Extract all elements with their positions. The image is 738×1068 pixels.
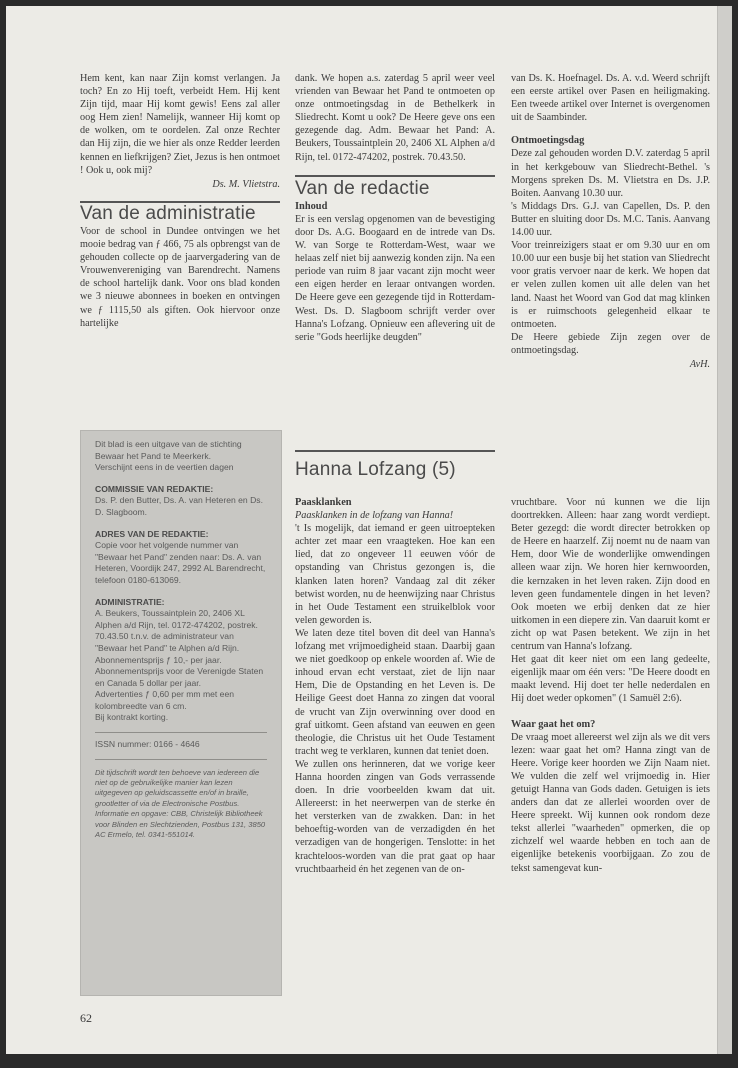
magazine-page (6, 6, 732, 1054)
commissie-text: Ds. P. den Butter, Ds. A. van Heteren en Ds. D. Slagboom. (95, 495, 263, 517)
inhoud-text: Er is een verslag opgenomen van de bevestiging door Ds. A.G. Boogaard en de intrede van Ds. W. van Sorge te Rotterdam-West, waar we helaas zelf niet bij aanwezig konden zijn. Na een periode van ruim 8 jaar vacant zijn mocht weer een eigen herder en leraar ontvangen worden. De Heere geve een gezegende tijd in Rotterdam-West. Ds. D. Slagboom schrijft verder over Hanna's Lofzang. Opnieuw een aflevering uit de serie "Gods heerlijke deugden" (295, 213, 495, 343)
advertenties: Advertenties ƒ 0,60 per mm met een kolombreedte van 6 cm. (95, 689, 235, 711)
hanna-article (295, 450, 710, 481)
closing-paragraph: Hem kent, kan naar Zijn komst verlangen. Ja toch? En zo Hij toeft, verbeidt Hem. Hij kent Zijn tijd, maar Hij komt gewis! Eens zal aller oog Hem zien! Namelijk, wanneer Hij komt op de wolken, om te oordelen. Zal onze Rechter dan Hij zijn, die we hier als onze Redder leerden kennen en liefkrijgen? Ziet, Jezus is hen ontmoet ! Ook u, ook mij? (80, 73, 280, 176)
subheading-paasklanken: Paasklanken (295, 497, 352, 508)
colophon-box (80, 430, 282, 996)
ontmoeting-text-4: De Heere gebiede Zijn zegen over de ontmoetingsdag. (511, 331, 710, 356)
adres-text: Copie voor het volgende nummer van "Bewaar het Pand" zenden naar: Ds. A. van Heteren, Voordijk 247, 2992 AL Barendrecht, telefoon 0180-613069. (95, 540, 266, 585)
page-number: 62 (80, 1011, 92, 1025)
signature-vlietstra: Ds. M. Vlietstra. (212, 178, 280, 190)
hanna-paragraph-5: Het gaat dit keer niet om een lang gedeelte, eigenlijk maar om één vers: "De Heere doodt en maakt levend. Hij doet ter helle nederdalen en Hij doet weder opkomen" (1 Samuël 2:6). (511, 654, 710, 705)
colophon-intro: Dit blad is een uitgave van de stichting Bewaar het Pand te Meerkerk. (95, 439, 242, 461)
subheading-waar-gaat-het-om: Waar gaat het om? (511, 718, 596, 730)
ontmoeting-text-1: Deze zal gehouden worden D.V. zaterdag 5 april in het kerkgebouw van Sliedrecht-Bethel. 's Morgens spreken Ds. M. Vlietstra en Ds. J.P. Boiten. Aanvang 10.30 uur. (511, 148, 710, 199)
administratie-text: Voor de school in Dundee ontvingen we het mooie bedrag van ƒ 466, 75 als opbrengst van de gehouden collecte op de jaarvergadering van de Vrouwenvereniging van Barendrecht. Namens de school hartelijk dank. Voor ons blad konden we 3 nieuwe abonnees in boeken en ontvingen we ƒ 1115,50 als giften. Ook hiervoor onze hartelijke (80, 225, 280, 329)
section-rule (295, 175, 495, 177)
hanna-paragraph-1 (295, 509, 495, 627)
box-divider (95, 732, 267, 733)
redactie-continued: van Ds. K. Hoefnagel. Ds. A. v.d. Weerd schrijft een eerste artikel over Pasen en heiligmaking. Een tweede artikel over Internet is overgenomen uit de Saambinder. (511, 73, 710, 124)
box-divider (95, 759, 267, 760)
commissie-heading: COMMISSIE VAN REDAKTIE: (95, 483, 214, 494)
column-3-top (511, 72, 710, 371)
abonnementsprijs: Abonnementsprijs ƒ 10,- per jaar. (95, 654, 222, 665)
heading-hanna-lofzang: Hanna Lofzang (5) (295, 459, 456, 480)
abonnementsprijs-vs: Abonnementsprijs voor de Verenigde Staten en Canada 5 dollar per jaar. (95, 666, 264, 688)
hanna-paragraph-6: De vraag moet allereerst wel zijn als we dit vers lezen: waar gaat het om? Hanna zingt van de Heere. Vorige keer hoorden we Zijn Naam niet. We vulden die zelf wel vrijmoedig in. Hier getuigt Hanna van Gods daden. Getuigen is iets anders dan dat ze allerlei woorden over de Heere spreekt. Wij kunnen ook rondom deze tekst allerlei "waarheden" opmerken, die op zichzelf wel waarde hebben en toch aan de eigenlijke betekenis voorbijgaan. Zo zou de tekst samengevat kun- (511, 731, 710, 874)
section-rule (295, 450, 495, 452)
kontrakt: Bij kontrakt korting. (95, 712, 169, 723)
braille-note: Dit tijdschrift wordt ten behoeve van iedereen die niet op de gebruikelijke manier kan lezen uitgegeven op geluidscassette en/of in braille, grootletter of via de Electronische Postbus. Informatie en opgave: CBB, Christelijk Bibliotheek voor Blinden en Slechtzienden, Postbus 131, 3850 AC Ermelo, tel. 0341-551014. (95, 767, 266, 840)
colophon-frequency: Verschijnt eens in de veertien dagen (95, 462, 234, 473)
ontmoeting-text-3: Voor treinreizigers staat er om 9.30 uur en om 10.00 uur een busje bij het station van Sliedrecht voor gratis vervoer naar de kerk. We hopen dat er velen zullen komen uit alle delen van het land. Naast het Woord van God dat mag klinken is er ruimschoots gelegenheid elkaar te ontmoeten. (511, 240, 710, 330)
hanna-paragraph-1-rest: 't Is mogelijk, dat iemand er geen uitroepteken achter zet maar een vraagteken. Hoe kan een lied, dat zo ongeveer 11 eeuwen vóór de opstanding van Christus gezongen is, die klanken laten horen? Vandaag zal dit zéker betwist worden, nu de heenwijzing naar Christus in het Oude Testament een struikelblok voor velen geworden is. (295, 523, 495, 626)
hanna-paragraph-2: We laten deze titel boven dit deel van Hanna's lofzang met vrijmoedigheid staan. Daarbij gaan we niet goedkoop op enkele woorden af. Wie de inhoud ervan echt verstaat, ziet de lijn naar Hem, Die de Opstanding en het Leven is. De Heilige Geest doet Hanna zo zingen dat vooral de vrucht van Zijn overwinning over dood en graf uitkomt. Geen afstand van eeuwen en geen theologie, die Christus uit het Oude Testament tracht weg te verklaren, kunnen dat teniet doen. (295, 627, 495, 757)
ontmoeting-text-2: 's Middags Drs. G.J. van Capellen, Ds. P. den Butter en sluiting door Ds. M.C. Tanis. Aanvang 14.00 uur. (511, 200, 710, 239)
subheading-inhoud: Inhoud (295, 200, 328, 212)
administratie-heading: ADMINISTRATIE: (95, 596, 165, 607)
heading-redactie: Van de redactie (295, 177, 430, 199)
column-2-top (295, 72, 495, 344)
heading-administratie: Van de administratie (80, 202, 256, 224)
hanna-paragraph-4: vruchtbare. Voor nú kunnen we die lijn doortrekken. Alleen: haar zang wordt verdiept. Beter gezegd: die wordt directer betrokken op de Heere en haarzelf. Zij noemt nu de naam van Hem, door Wie de wonderlijke omwendingen alleen waar zijn. We horen hier kernwoorden, die kernzaken in het leven raken. Zijn dood en leven geen fundamentele dingen in het leven? Ook moeten we erbij denken dat ze hier uitkomen in een diepere zin. Van daaruit komt er zicht op wat Pasen betekent. We zijn in het centrum van Hanna's lofzang. (511, 497, 710, 653)
hanna-paragraph-3: We zullen ons herinneren, dat we vorige keer Hanna hoorden zingen van Gods verrassende doen. In drie voorbeelden kwam dat uit. Allereerst: in het neerwerpen van de sterke én het versterken van de zwakken. Dan: in het behoeftig-worden van de verzadigden én het verzadigen van de hongerigen. Tenslotte: in het krachteloos-worden van die prat gaat op haar vruchtbaarheid én het zegenen van de on- (295, 758, 495, 875)
adres-heading: ADRES VAN DE REDAKTIE: (95, 528, 209, 539)
signature-avh: AvH. (689, 358, 710, 370)
admin-continued: dank. We hopen a.s. zaterdag 5 april weer veel vrienden van Bewaar het Pand te ontmoeten op onze ontmoetingsdag in de Bethelkerk in Sliedrecht. Komt u ook? De Heere geve ons een gezegende dag. Adm. Bewaar het Pand: A. Beukers, Toussaintplein 20, 2406 XL Alphen a/d Rijn, tel. 0172-474202, postrek. 70.43.50. (295, 73, 495, 163)
issn: ISSN nummer: 0166 - 4646 (95, 739, 200, 750)
hanna-column-2 (511, 496, 710, 875)
subheading-ontmoetingsdag: Ontmoetingsdag (511, 135, 585, 147)
hanna-italic-lead: Paasklanken in de lofzang van Hanna! (295, 510, 454, 522)
administratie-box-text: A. Beukers, Toussaintplein 20, 2406 XL Alphen a/d Rijn, tel. 0172-474202, postrek. 70.43.50 t.n.v. de administrateur van "Bewaar het Pand" te Alphen a/d Rijn. (95, 608, 258, 653)
column-1 (80, 72, 280, 330)
page-edge (717, 6, 732, 1054)
hanna-column-1 (295, 496, 495, 876)
